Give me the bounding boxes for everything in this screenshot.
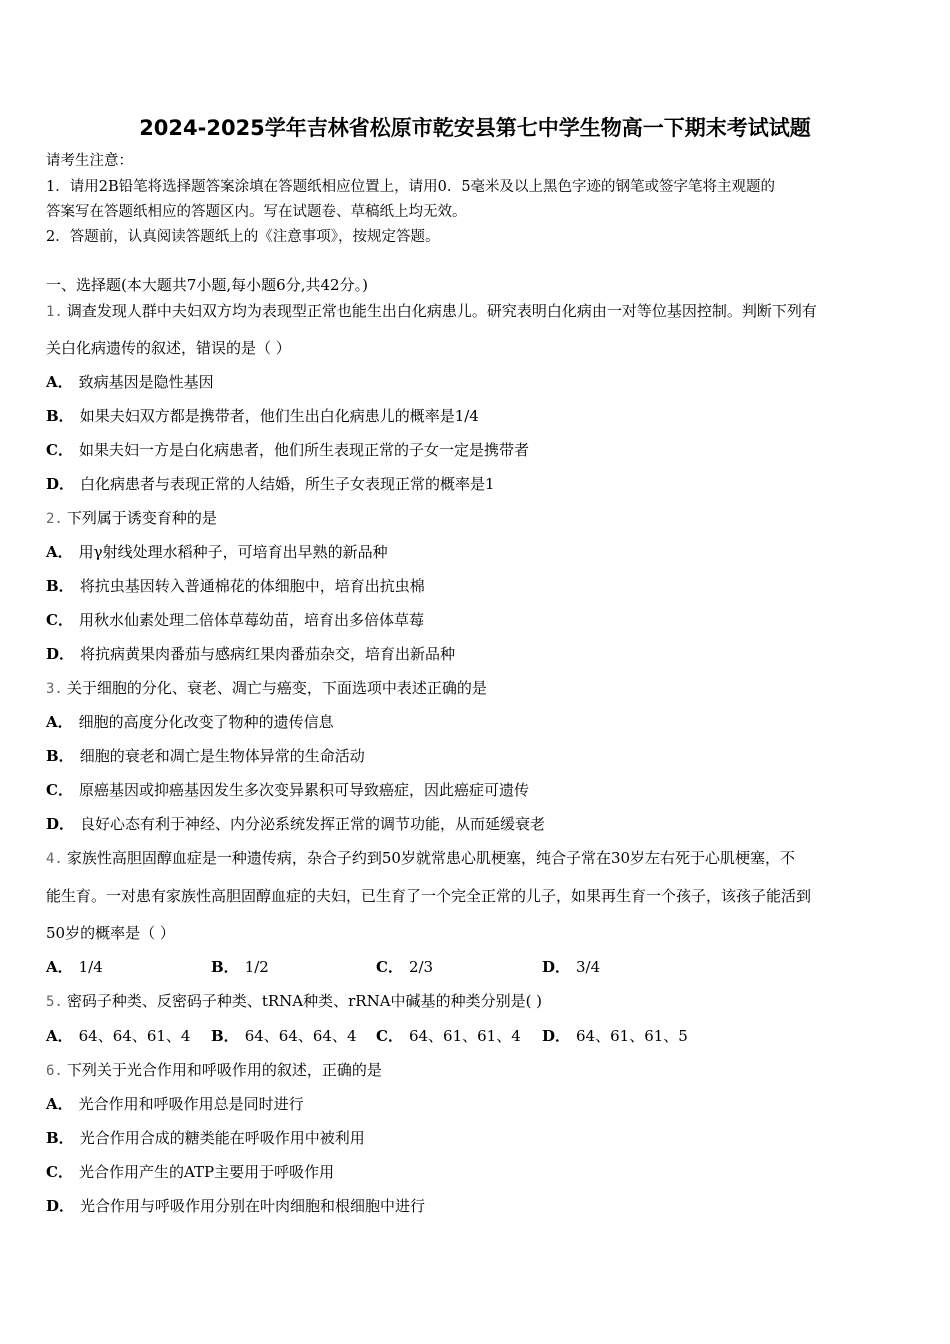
notice-heading: 请考生注意： [46,153,133,169]
question-2-option-b: B． 将抗虫基因转入普通棉花的体细胞中，培育出抗虫棉 [46,577,425,595]
question-1-stem: 1. 调查发现人群中夫妇双方均为表现型正常也能生出白化病患儿。研究表明白化病由一对等位基因控制。判断下列有 [46,302,817,320]
question-5-stem: 5. 密码子种类、反密码子种类、tRNA种类、rRNA中碱基的种类分别是( ) [46,992,543,1010]
section-heading: 一、选择题(本大题共7小题,每小题6分,共42分。) [46,276,368,294]
question-4-stem: 4. 家族性高胆固醇血症是一种遗传病，杂合子约到50岁就常患心肌梗塞，纯合子常在30岁左右死于心肌梗塞，不 [46,849,796,867]
question-6-option-a: A． 光合作用和呼吸作用总是同时进行 [46,1095,304,1113]
question-4-option-b: B． 1/2 [211,958,269,976]
question-1-option-c: C． 如果夫妇一方是白化病患者，他们所生表现正常的子女一定是携带者 [46,441,529,459]
question-5-option-c: C． 64、61、61、4 [376,1027,521,1045]
notice-item: 答案写在答题纸相应的答题区内。写在试题卷、草稿纸上均无效。 [46,204,467,220]
question-number: 4. [46,851,63,867]
question-4-stem-cont: 50岁的概率是（ ） [46,924,175,942]
question-3-option-b: B． 细胞的衰老和凋亡是生物体异常的生命活动 [46,747,365,765]
page-title: 2024-2025学年吉林省松原市乾安县第七中学生物高一下期末考试试题 [139,116,811,140]
question-2-option-c: C． 用秋水仙素处理二倍体草莓幼苗，培育出多倍体草莓 [46,611,424,629]
question-6-stem: 6. 下列关于光合作用和呼吸作用的叙述，正确的是 [46,1061,382,1079]
notice-item: 2．答题前，认真阅读答题纸上的《注意事项》，按规定答题。 [46,229,440,245]
question-2-option-a: A． 用γ射线处理水稻种子，可培育出早熟的新品种 [46,543,388,561]
question-4-options [46,957,906,977]
notice-item: 1．请用2B铅笔将选择题答案涂填在答题纸相应位置上，请用0．5毫米及以上黑色字迹的钢笔或签字笔将主观题的 [46,179,776,195]
question-1-option-d: D． 白化病患者与表现正常的人结婚，所生子女表现正常的概率是1 [46,475,495,493]
question-2-option-d: D． 将抗病黄果肉番茄与感病红果肉番茄杂交，培育出新品种 [46,645,456,663]
question-1-stem-cont: 关白化病遗传的叙述，错误的是（ ） [46,339,291,357]
question-number: 1. [46,304,63,320]
question-3-stem: 3. 关于细胞的分化、衰老、凋亡与癌变，下面选项中表述正确的是 [46,679,487,697]
question-3-option-a: A． 细胞的高度分化改变了物种的遗传信息 [46,713,334,731]
question-6-option-d: D． 光合作用与呼吸作用分别在叶肉细胞和根细胞中进行 [46,1197,426,1215]
question-1-option-a: A． 致病基因是隐性基因 [46,373,214,391]
question-5-option-b: B． 64、64、64、4 [211,1027,357,1045]
question-number: 3. [46,681,63,697]
question-4-option-d: D． 3/4 [542,958,601,976]
question-6-option-c: C． 光合作用产生的ATP主要用于呼吸作用 [46,1163,335,1181]
question-number: 5. [46,994,63,1010]
question-6-option-b: B． 光合作用合成的糖类能在呼吸作用中被利用 [46,1129,365,1147]
question-5-option-a: A． 64、64、61、4 [46,1027,191,1045]
question-5-options [46,1026,906,1046]
question-1-option-b: B． 如果夫妇双方都是携带者，他们生出白化病患儿的概率是1/4 [46,407,479,425]
question-4-stem-cont: 能生育。一对患有家族性高胆固醇血症的夫妇，已生育了一个完全正常的儿子，如果再生育一个孩子，该孩子能活到 [46,887,812,905]
question-number: 6. [46,1063,63,1079]
question-3-option-c: C． 原癌基因或抑癌基因发生多次变异累积可导致癌症，因此癌症可遗传 [46,781,529,799]
question-4-option-a: A． 1/4 [46,958,103,976]
question-3-option-d: D． 良好心态有利于神经、内分泌系统发挥正常的调节功能，从而延缓衰老 [46,815,546,833]
question-4-option-c: C． 2/3 [376,958,434,976]
question-number: 2. [46,511,63,527]
question-2-stem: 2. 下列属于诱变育种的是 [46,509,217,527]
question-5-option-d: D． 64、61、61、5 [542,1027,688,1045]
